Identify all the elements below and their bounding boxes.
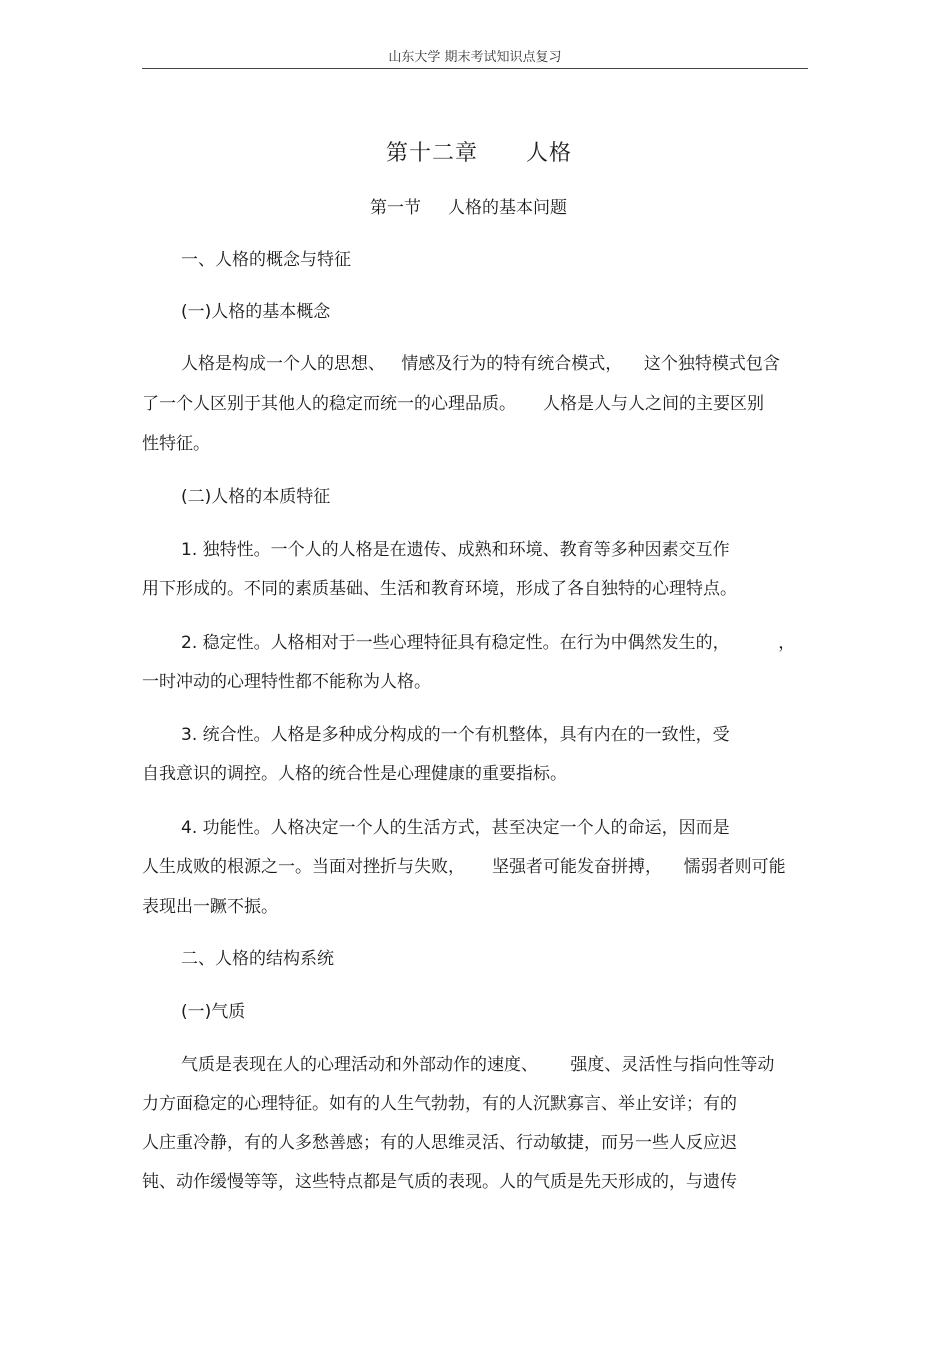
list-item-line: 4. 功能性。人格决定一个人的生活方式，甚至决定一个人的命运，因而是 (181, 818, 730, 838)
paragraph-line: 气质是表现在人的心理活动和外部动作的速度、 强度、灵活性与指向性等动 (181, 1055, 775, 1075)
heading-concept-and-features: 一、人格的概念与特征 (181, 250, 351, 270)
paragraph-line: 人格是构成一个人的思想、 情感及行为的特有统合模式， 这个独特模式包含 (181, 354, 780, 374)
list-item-line: 自我意识的调控。人格的统合性是心理健康的重要指标。 (142, 764, 567, 784)
paragraph-line: 性特征。 (142, 434, 210, 454)
subheading-basic-concept: (一)人格的基本概念 (181, 302, 331, 322)
list-item-line: 用下形成的。不同的素质基础、生活和教育环境，形成了各自独特的心理特点。 (142, 579, 737, 599)
paragraph-line: 钝、动作缓慢等等，这些特点都是气质的表现。人的气质是先天形成的，与遗传 (142, 1172, 737, 1192)
heading-structure-system: 二、人格的结构系统 (181, 949, 334, 969)
section-title: 第一节 人格的基本问题 (370, 198, 568, 218)
list-item-line: 3. 统合性。人格是多种成分构成的一个有机整体，具有内在的一致性，受 (181, 725, 730, 745)
list-item-line: 一时冲动的心理特性都不能称为人格。 (142, 672, 431, 692)
paragraph-line: 了一个人区别于其他人的稳定而统一的心理品质。 人格是人与人之间的主要区别 (142, 394, 765, 414)
subheading-temperament: (一)气质 (181, 1002, 246, 1022)
subheading-essential-features: (二)人格的本质特征 (181, 487, 331, 507)
header-divider (142, 68, 808, 69)
list-item-line: 表现出一蹶不振。 (142, 897, 278, 917)
chapter-title: 第十二章 人格 (386, 141, 572, 166)
paragraph-line: 力方面稳定的心理特征。如有的人生气勃勃，有的人沉默寡言、举止安详；有的 (142, 1094, 737, 1114)
list-item-line: 2. 稳定性。人格相对于一些心理特征具有稳定性。在行为中偶然发生的， ， (181, 633, 796, 653)
paragraph-line: 人庄重冷静，有的人多愁善感；有的人思维灵活、行动敏捷，而另一些人反应迟 (142, 1133, 737, 1153)
list-item-line: 人生成败的根源之一。当面对挫折与失败， 坚强者可能发奋拼搏， 懦弱者则可能 (142, 857, 786, 877)
list-item-line: 1. 独特性。一个人的人格是在遗传、成熟和环境、教育等多种因素交互作 (181, 540, 730, 560)
page-header: 山东大学 期末考试知识点复习 (388, 50, 562, 65)
